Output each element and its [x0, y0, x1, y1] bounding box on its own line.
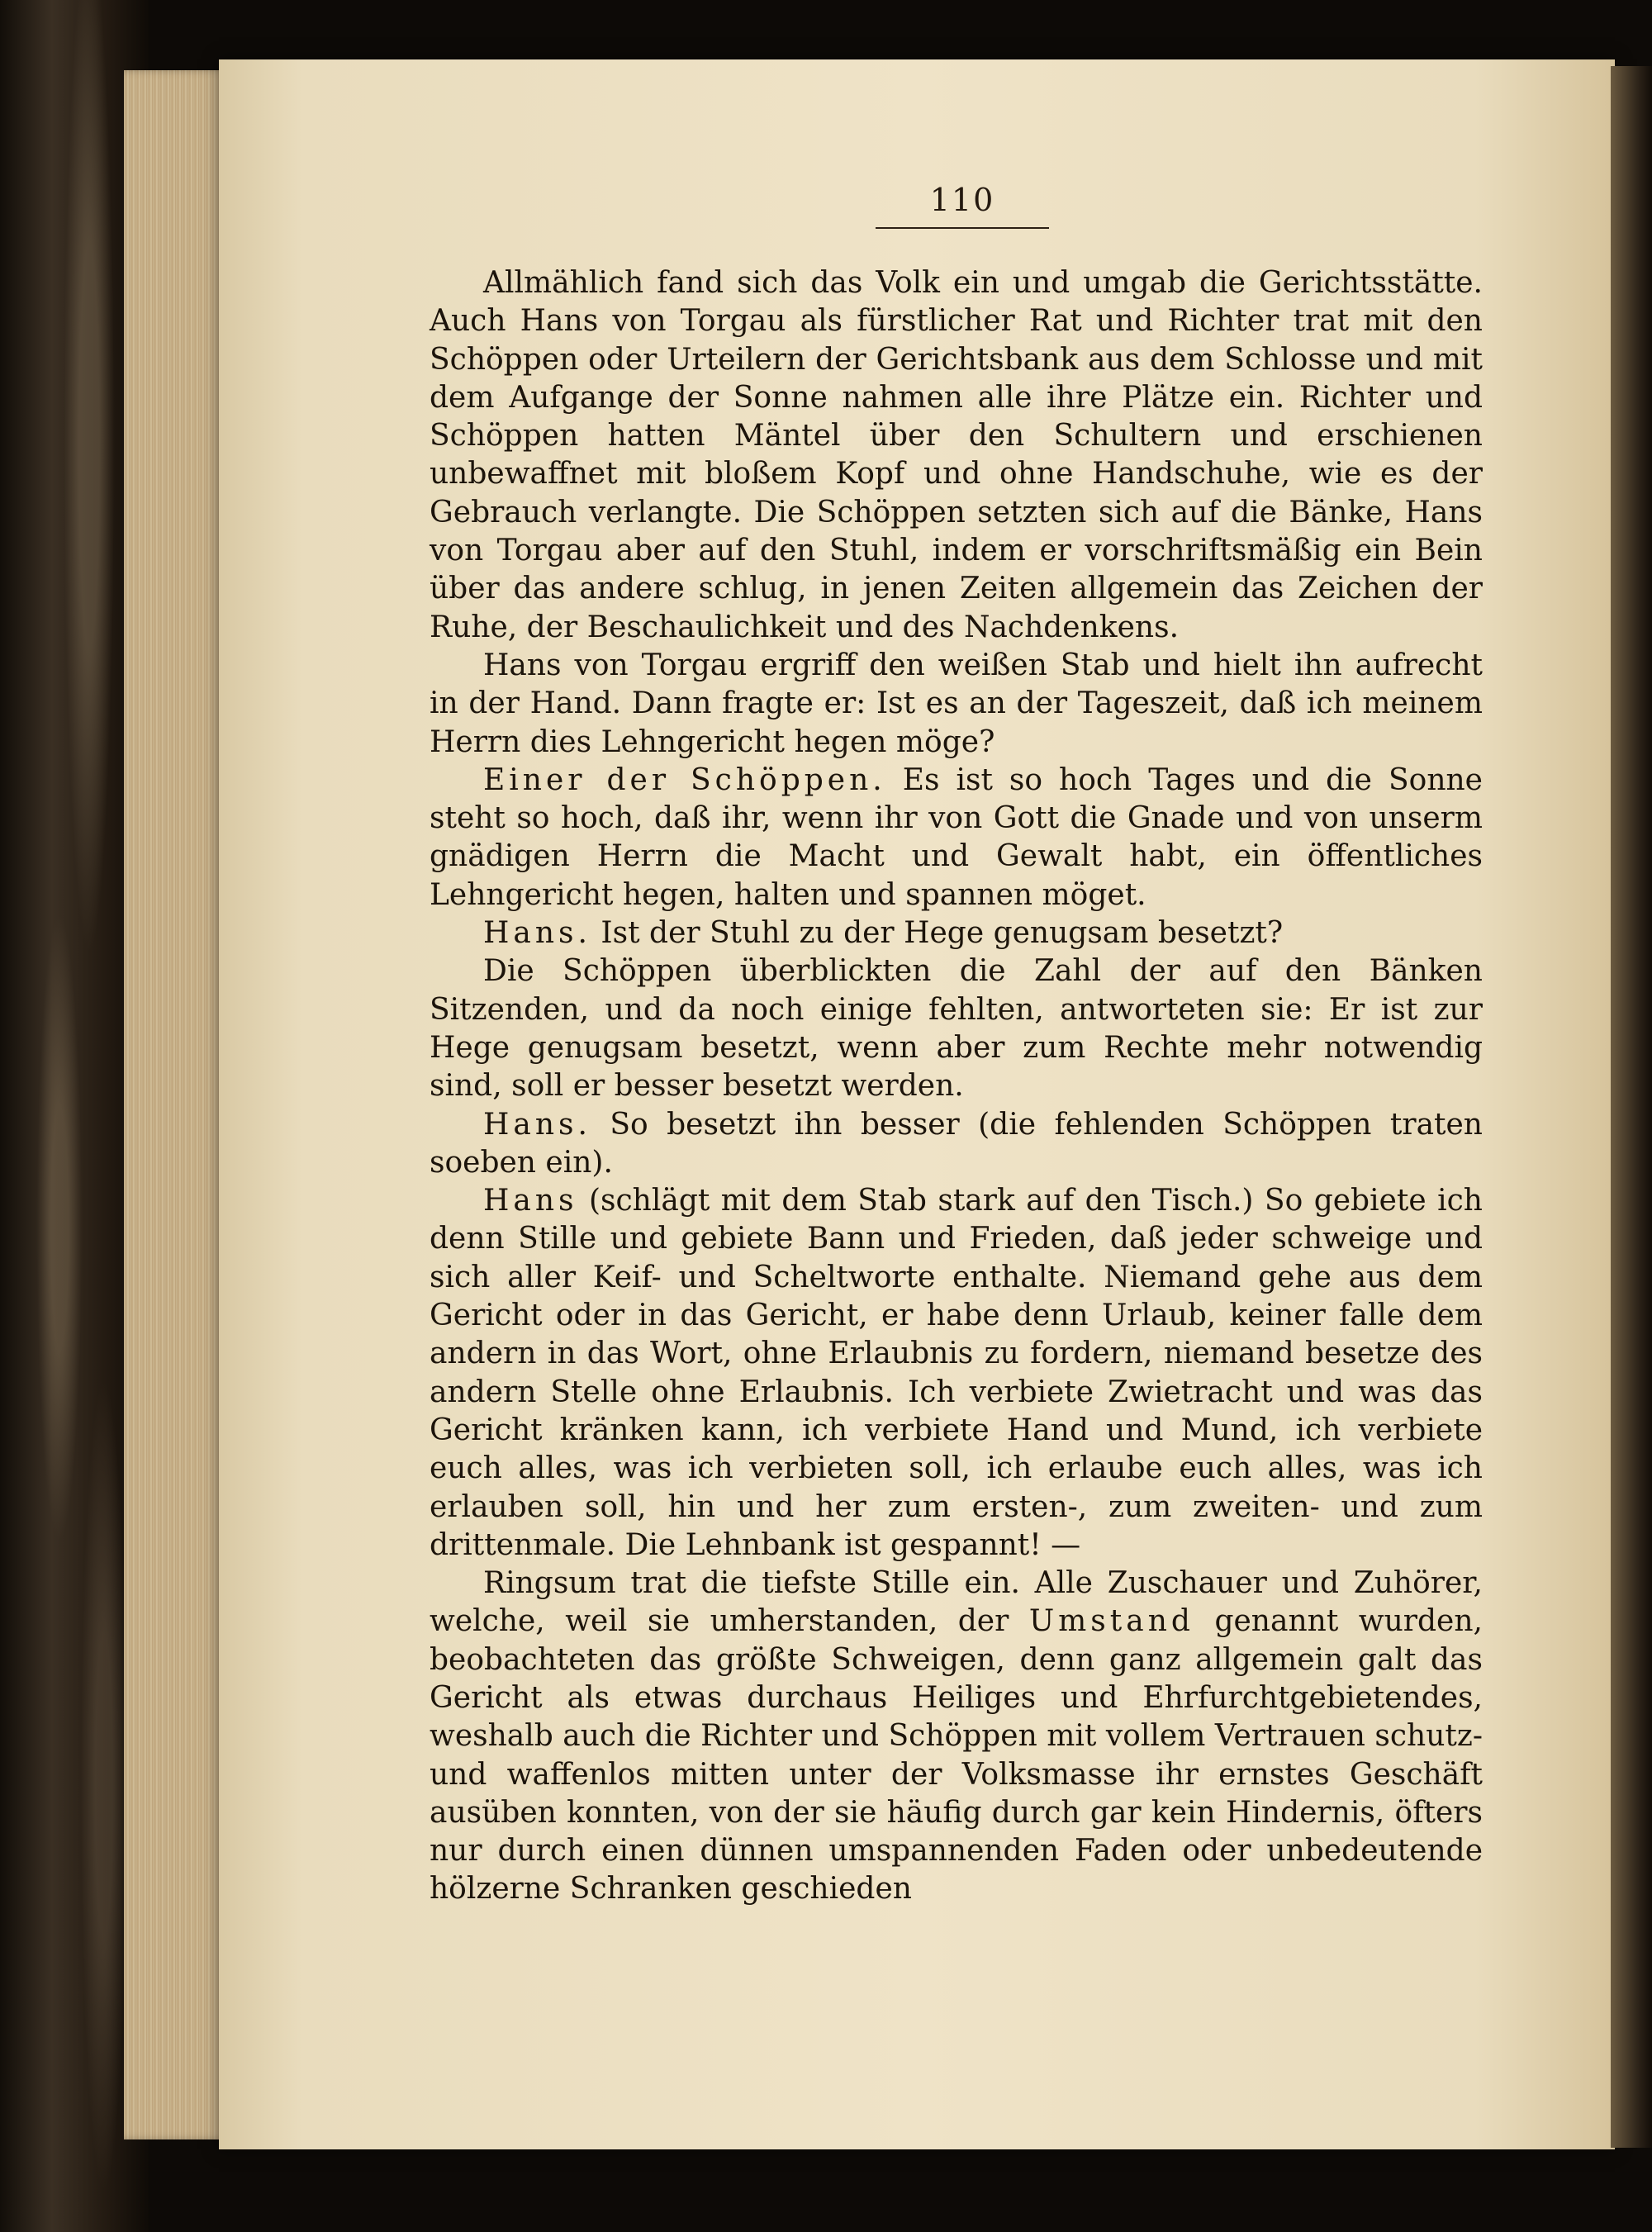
paragraph [430, 1565, 1483, 1909]
text-segment: Ist der Stuhl zu der Hege genugsam besetzt? [591, 916, 1284, 951]
paragraph [430, 952, 1483, 1105]
paragraph [430, 762, 1483, 914]
text-segment: Allmählich fand sich das Volk ein und umgab die Gerichtsstätte. Auch Hans von Torgau als fürstlicher Rat und Richter trat mit den Schöppen oder Urteilern der Gerichtsbank aus dem Schlosse und mit dem Aufgange der Sonne nahmen alle ihre Plätze ein. Richter und Schöppen hatten Mäntel über den Schultern und erschienen unbewaffnet mit bloßem Kopf und ohne Handschuhe, wie es der Gebrauch verlangte. Die Schöppen setzten sich auf die Bänke, Hans von Torgau aber auf den Stuhl, indem er vorschriftsmäßig ein Bein über das andere schlug, in jenen Zeiten allgemein das Zeichen der Ruhe, der Beschaulichkeit und des Nachdenkens. [430, 266, 1483, 644]
speaker-label: Hans. [483, 916, 591, 951]
page-number: 110 [929, 182, 995, 218]
text-segment: Die Schöppen überblickten die Zahl der auf den Bänken Sitzenden, und da noch einige fehlten, antworteten sie: Er ist zur Hege genugsam besetzt, wenn aber zum Rechte mehr notwendig sind, soll er besser besetzt werden. [430, 954, 1483, 1104]
text-segment: (schlägt mit dem Stab stark auf den Tisch.) So gebiete ich denn Stille und gebiete Bann und Frieden, daß jeder schweige und sich aller Keif- und Scheltworte enthalte. Niemand gehe aus dem Gericht oder in das Gericht, er habe denn Urlaub, keiner falle dem andern in das Wort, ohne Erlaubnis zu fordern, niemand besetze des andern Stelle ohne Erlaubnis. Ich verbiete Zwietracht und was das Gericht kränken kann, ich verbiete Hand und Mund, ich verbiete euch alles, was ich verbieten soll, ich erlaube euch alles, was ich erlauben soll, hin und her zum ersten-, zum zweiten- und zum drittenmale. Die Lehnbank ist gespannt! — [430, 1184, 1483, 1562]
speaker-label: Hans [483, 1184, 578, 1218]
paragraph [430, 647, 1483, 762]
paragraph [430, 1106, 1483, 1183]
text-segment: So besetzt ihn besser (die fehlenden Schöppen traten soeben ein). [430, 1107, 1483, 1180]
text-segment: Ringsum trat die tiefste Stille ein. Alle Zuschauer und Zuhörer, welche, weil sie umherstanden, der [430, 1566, 1483, 1639]
text-segment: Es ist so hoch Tages und die Sonne steht so hoch, daß ihr, wenn ihr von Gott die Gnade und von unserm gnädigen Herrn die Macht und Gewalt habt, ein öffentliches Lehngericht hegen, halten und spannen möget. [430, 762, 1483, 912]
paragraph [430, 264, 1483, 647]
page-edges-stack [124, 70, 231, 2139]
speaker-label: Umstand [1028, 1604, 1194, 1639]
text-segment: genannt wurden, beobachteten das größte Schweigen, denn ganz allgemein galt das Gericht als etwas durchaus Heiliges und Ehrfurchtgebietendes, weshalb auch die Richter und Schöppen mit vollem Vertrauen schutz- und waffenlos mitten unter der Volksmasse ihr ernstes Geschäft ausüben konnten, von der sie häufig durch gar kein Hindernis, öfters nur durch einen dünnen umspannenden Faden oder unbedeutende hölzerne Schranken geschieden [430, 1604, 1483, 1907]
page-number-rule [876, 227, 1049, 229]
paragraph [430, 1182, 1483, 1565]
facing-page-edge [1611, 66, 1652, 2148]
speaker-label: Hans. [483, 1107, 591, 1142]
paragraph [430, 914, 1483, 952]
text-segment: Hans von Torgau ergriff den weißen Stab und hielt ihn aufrecht in der Hand. Dann fragte er: Ist es an der Tageszeit, daß ich meinem Herrn dies Lehngericht hegen möge? [430, 648, 1483, 759]
speaker-label: Einer der Schöppen. [483, 762, 886, 797]
body-text [430, 264, 1483, 1909]
